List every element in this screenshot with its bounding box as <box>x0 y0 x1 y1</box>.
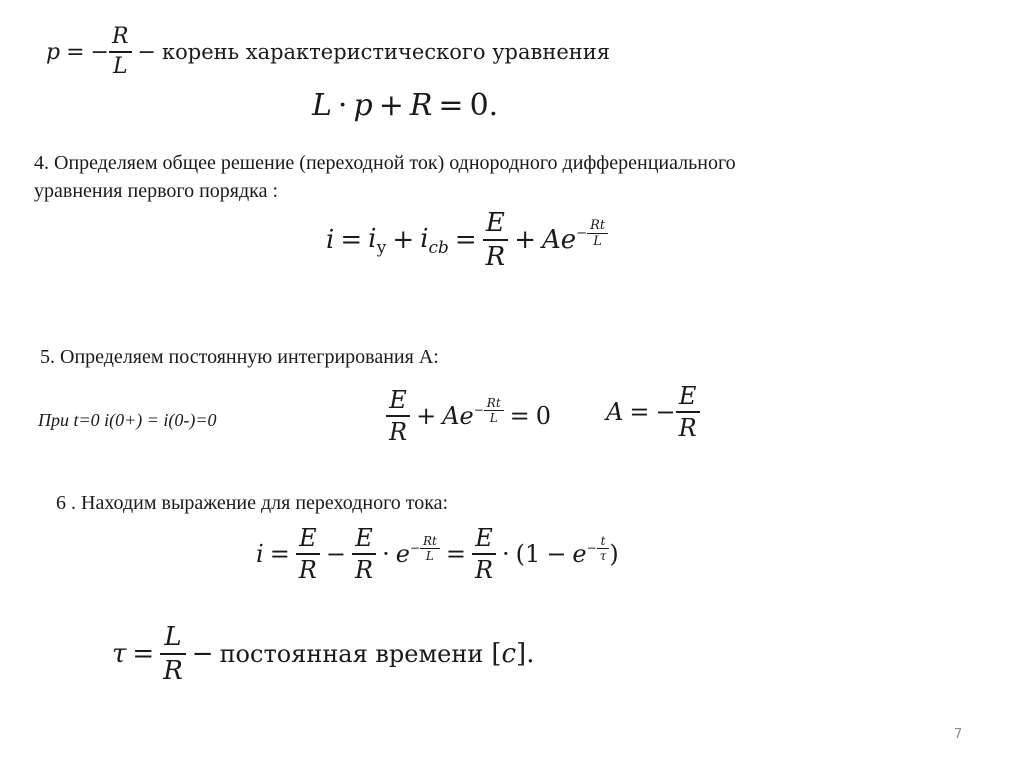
root-equation <box>46 26 610 78</box>
root-fraction <box>109 26 132 78</box>
char-p: p <box>353 88 373 123</box>
step5-text: 5. Определяем постоянную интегрирования А: <box>40 346 439 368</box>
root-lhs: p <box>46 39 61 65</box>
root-denominator: L <box>109 51 132 78</box>
gs-plus-2: + <box>514 225 536 255</box>
root-dash: − <box>137 39 156 65</box>
gs-equals-1: = <box>340 225 363 255</box>
char-plus: + <box>378 88 404 123</box>
step5-condition: При t=0 i(0+) = i(0-)=0 <box>38 410 217 430</box>
gs-iy: $i_у$ <box>368 223 387 257</box>
general-solution-equation <box>326 210 608 270</box>
step6-text: 6 . Находим выражение для переходного тока: <box>56 492 449 514</box>
page-number: 7 <box>954 727 963 742</box>
char-equals: = <box>438 88 464 123</box>
root-equals: = <box>66 39 85 65</box>
char-dot: · <box>337 88 348 123</box>
char-L: L <box>312 88 332 123</box>
constant-A-equation: A = − $\frac{E}{R}$ <box>606 384 700 440</box>
gs-e: e <box>560 225 577 255</box>
transient-current-equation: i = $\frac{E}{R}$ − $\frac{E}{R}$ · e − $\frac{Rt}{L}$ = $\frac{E}{R}$ · ( 1 − e − $\frac{t}{\tau}$ ) <box>256 524 619 584</box>
char-period: . <box>488 88 499 123</box>
step4-text-line1: 4. Определяем общее решение (переходной ток) однородного дифференциального <box>34 152 736 174</box>
ce-exponent: − $\frac{Rt}{L}$ <box>474 397 504 424</box>
gs-i: i <box>326 225 335 255</box>
root-numerator: R <box>111 24 129 49</box>
char-zero: 0 <box>469 88 489 123</box>
time-constant-equation: τ = $\frac{L}{R}$ − постоянная времени [ c ]. <box>112 622 535 686</box>
gs-icb: $i_{cb}$ <box>420 223 449 257</box>
gs-exponent: − $\frac{Rt}{L}$ <box>576 219 608 248</box>
char-R: R <box>409 88 433 123</box>
characteristic-equation <box>312 88 498 123</box>
root-minus: − <box>90 39 109 65</box>
gs-A: A <box>541 225 561 255</box>
gs-equals-2: = <box>454 225 477 255</box>
constant-equation: $\frac{E}{R}$ + A e − $\frac{Rt}{L}$ = 0 <box>386 388 551 444</box>
root-description: корень характеристического уравнения <box>161 40 611 64</box>
gs-fraction: $\frac{E}{R}$ <box>483 210 509 270</box>
step4-text-line2: уравнения первого порядка : <box>34 180 279 202</box>
gs-plus-1: + <box>392 225 415 255</box>
